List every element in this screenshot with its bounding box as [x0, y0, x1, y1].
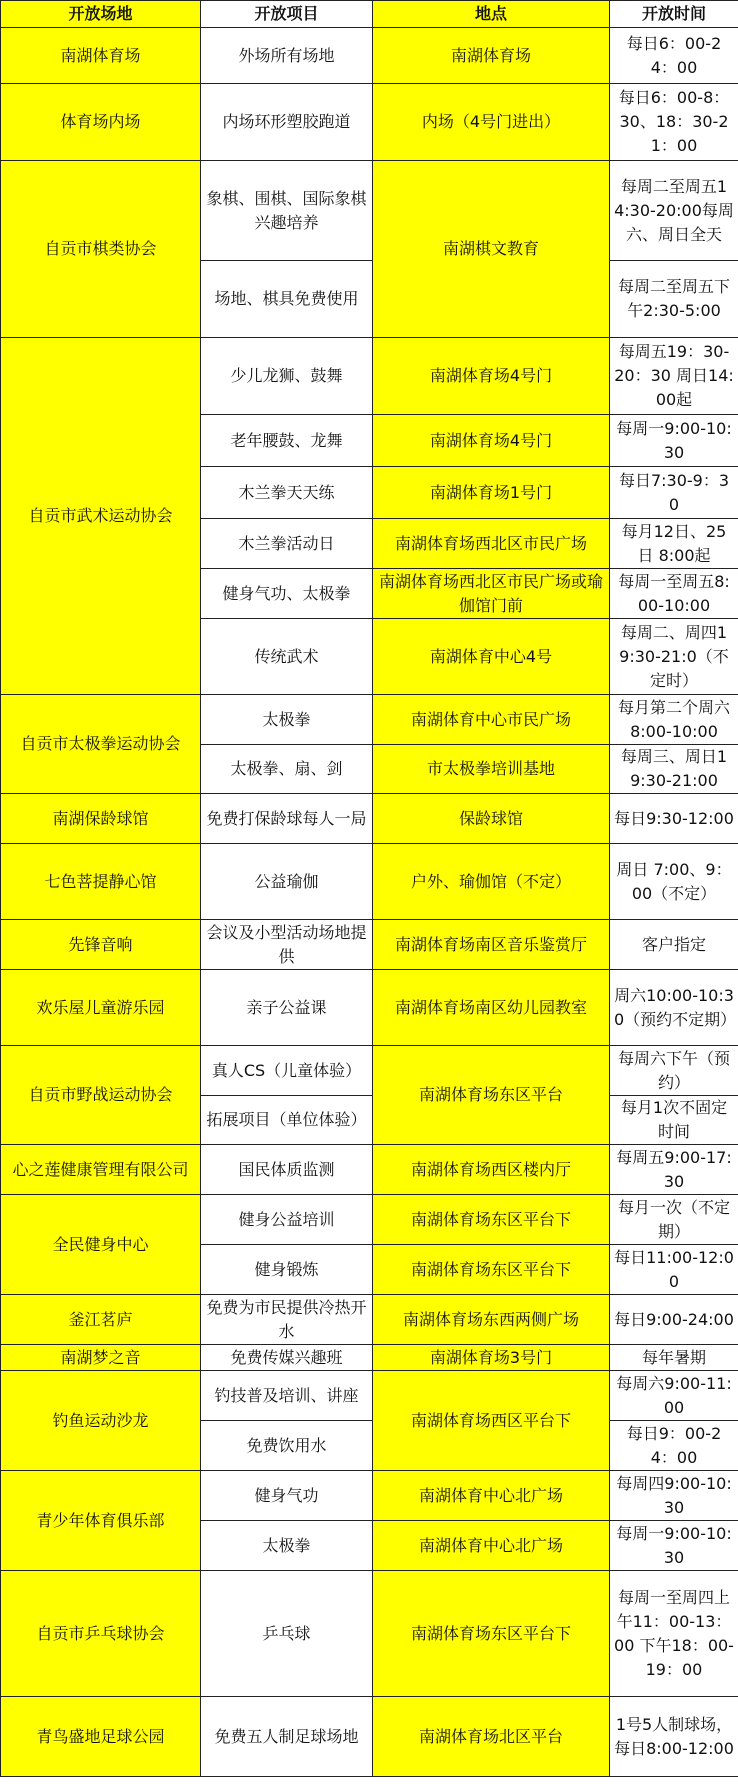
header-time: 开放时间 — [610, 1, 738, 28]
time-cell: 每周四9:00-10:30 — [610, 1471, 738, 1521]
venue-cell: 青鸟盛地足球公园 — [1, 1697, 201, 1777]
time-cell: 每周二、周四19:30-21:0（不定时） — [610, 619, 738, 695]
table-row — [1, 970, 738, 1046]
table-row — [1, 161, 738, 261]
project-cell: 国民体质监测 — [201, 1145, 373, 1195]
location-cell: 南湖体育场东区平台下 — [373, 1195, 610, 1245]
table-row — [1, 1145, 738, 1195]
table-row — [1, 1697, 738, 1777]
project-cell: 太极拳、扇、剑 — [201, 745, 373, 794]
table-row — [1, 695, 738, 745]
location-cell: 南湖体育场3号门 — [373, 1345, 610, 1371]
venue-cell: 青少年体育俱乐部 — [1, 1471, 201, 1571]
table-row — [1, 1571, 738, 1697]
project-cell: 健身锻炼 — [201, 1245, 373, 1295]
location-cell: 南湖体育场 — [373, 28, 610, 84]
project-cell: 外场所有场地 — [201, 28, 373, 84]
location-cell: 南湖体育场西区平台下 — [373, 1371, 610, 1471]
location-cell: 南湖体育场4号门 — [373, 415, 610, 467]
location-cell: 南湖体育场西北区市民广场或瑜伽馆门前 — [373, 569, 610, 619]
project-cell: 少儿龙狮、鼓舞 — [201, 338, 373, 415]
time-cell: 每月第二个周六 8:00-10:00 — [610, 695, 738, 745]
project-cell: 公益瑜伽 — [201, 844, 373, 920]
venue-cell: 自贡市野战运动协会 — [1, 1046, 201, 1145]
project-cell: 健身气功 — [201, 1471, 373, 1521]
time-cell: 每周五9:00-17:30 — [610, 1145, 738, 1195]
location-cell: 南湖体育中心北广场 — [373, 1521, 610, 1571]
location-cell: 南湖体育场东西两侧广场 — [373, 1295, 610, 1345]
location-cell: 南湖体育场4号门 — [373, 338, 610, 415]
venue-cell: 南湖梦之音 — [1, 1345, 201, 1371]
project-cell: 免费打保龄球每人一局 — [201, 794, 373, 844]
time-cell: 每日6：00-8：30、18：30-21：00 — [610, 84, 738, 161]
project-cell: 内场环形塑胶跑道 — [201, 84, 373, 161]
time-cell: 每日7:30-9：30 — [610, 467, 738, 519]
project-cell: 会议及小型活动场地提供 — [201, 920, 373, 970]
project-cell: 健身气功、太极拳 — [201, 569, 373, 619]
schedule-body — [1, 28, 738, 1777]
time-cell: 每周三、周日19:30-21:00 — [610, 745, 738, 794]
time-cell: 每月1次不固定时间 — [610, 1096, 738, 1145]
venue-cell: 心之莲健康管理有限公司 — [1, 1145, 201, 1195]
venue-cell: 自贡市武术运动协会 — [1, 338, 201, 695]
project-cell: 太极拳 — [201, 695, 373, 745]
time-cell: 每周一9:00-10:30 — [610, 1521, 738, 1571]
location-cell: 户外、瑜伽馆（不定） — [373, 844, 610, 920]
project-cell: 健身公益培训 — [201, 1195, 373, 1245]
time-cell: 每日9:30-12:00 — [610, 794, 738, 844]
time-cell: 每周一9:00-10:30 — [610, 415, 738, 467]
location-cell: 南湖体育场西区楼内厅 — [373, 1145, 610, 1195]
project-cell: 木兰拳天天练 — [201, 467, 373, 519]
table-row — [1, 1295, 738, 1345]
project-cell: 免费传媒兴趣班 — [201, 1345, 373, 1371]
project-cell: 真人CS（儿童体验） — [201, 1046, 373, 1096]
header-location: 地点 — [373, 1, 610, 28]
location-cell: 南湖体育场1号门 — [373, 467, 610, 519]
project-cell: 免费为市民提供冷热开水 — [201, 1295, 373, 1345]
project-cell: 乒乓球 — [201, 1571, 373, 1697]
location-cell: 南湖体育场北区平台 — [373, 1697, 610, 1777]
venue-cell: 七色菩提静心馆 — [1, 844, 201, 920]
location-cell: 内场（4号门进出） — [373, 84, 610, 161]
venue-cell: 钓鱼运动沙龙 — [1, 1371, 201, 1471]
project-cell: 亲子公益课 — [201, 970, 373, 1046]
project-cell: 场地、棋具免费使用 — [201, 261, 373, 338]
time-cell: 每日6：00-24：00 — [610, 28, 738, 84]
time-cell: 每日11:00-12:00 — [610, 1245, 738, 1295]
time-cell: 每日9：00-24：00 — [610, 1421, 738, 1471]
location-cell: 南湖体育场东区平台下 — [373, 1245, 610, 1295]
venue-cell: 自贡市太极拳运动协会 — [1, 695, 201, 794]
project-cell: 传统武术 — [201, 619, 373, 695]
project-cell: 钓技普及培训、讲座 — [201, 1371, 373, 1421]
header-row — [1, 1, 738, 28]
time-cell: 客户指定 — [610, 920, 738, 970]
location-cell: 南湖体育场西北区市民广场 — [373, 519, 610, 569]
location-cell: 南湖体育场南区音乐鉴赏厅 — [373, 920, 610, 970]
time-cell: 每周二至周五下午2:30-5:00 — [610, 261, 738, 338]
time-cell: 每年暑期 — [610, 1345, 738, 1371]
table-row — [1, 28, 738, 84]
project-cell: 太极拳 — [201, 1521, 373, 1571]
table-row — [1, 794, 738, 844]
time-cell: 每周六9:00-11:00 — [610, 1371, 738, 1421]
location-cell: 南湖棋文教育 — [373, 161, 610, 338]
header-venue: 开放场地 — [1, 1, 201, 28]
time-cell: 每周一至周五8:00-10:00 — [610, 569, 738, 619]
location-cell: 保龄球馆 — [373, 794, 610, 844]
location-cell: 南湖体育场东区平台 — [373, 1046, 610, 1145]
venue-cell: 自贡市乒乓球协会 — [1, 1571, 201, 1697]
time-cell: 周日 7:00、9：00（不定） — [610, 844, 738, 920]
time-cell: 每日9:00-24:00 — [610, 1295, 738, 1345]
time-cell: 每月一次（不定期） — [610, 1195, 738, 1245]
location-cell: 南湖体育场南区幼儿园教室 — [373, 970, 610, 1046]
table-row — [1, 920, 738, 970]
location-cell: 南湖体育中心北广场 — [373, 1471, 610, 1521]
venue-cell: 釜江茗庐 — [1, 1295, 201, 1345]
time-cell: 1号5人制球场，每日8:00-12:00 — [610, 1697, 738, 1777]
table-row — [1, 1345, 738, 1371]
project-cell: 老年腰鼓、龙舞 — [201, 415, 373, 467]
table-row — [1, 338, 738, 415]
table-row — [1, 1046, 738, 1096]
table-row — [1, 1471, 738, 1521]
time-cell: 每周二至周五14:30-20:00每周六、周日全天 — [610, 161, 738, 261]
time-cell: 每月12日、25日 8:00起 — [610, 519, 738, 569]
time-cell: 每周六下午（预约） — [610, 1046, 738, 1096]
time-cell: 每周一至周四上午11：00-13：00 下午18：00-19：00 — [610, 1571, 738, 1697]
venue-cell: 欢乐屋儿童游乐园 — [1, 970, 201, 1046]
table-row — [1, 1195, 738, 1245]
project-cell: 拓展项目（单位体验） — [201, 1096, 373, 1145]
header-project: 开放项目 — [201, 1, 373, 28]
venue-cell: 先锋音响 — [1, 920, 201, 970]
location-cell: 市太极拳培训基地 — [373, 745, 610, 794]
time-cell: 每周五19：30-20：30 周日14:00起 — [610, 338, 738, 415]
table-row — [1, 844, 738, 920]
venue-cell: 南湖保龄球馆 — [1, 794, 201, 844]
project-cell: 免费五人制足球场地 — [201, 1697, 373, 1777]
location-cell: 南湖体育场东区平台下 — [373, 1571, 610, 1697]
project-cell: 象棋、围棋、国际象棋兴趣培养 — [201, 161, 373, 261]
venue-cell: 全民健身中心 — [1, 1195, 201, 1295]
project-cell: 免费饮用水 — [201, 1421, 373, 1471]
location-cell: 南湖体育中心4号 — [373, 619, 610, 695]
venue-cell: 自贡市棋类协会 — [1, 161, 201, 338]
table-row — [1, 1371, 738, 1421]
time-cell: 周六10:00-10:30（预约不定期） — [610, 970, 738, 1046]
table-row — [1, 84, 738, 161]
project-cell: 木兰拳活动日 — [201, 519, 373, 569]
venue-cell: 南湖体育场 — [1, 28, 201, 84]
location-cell: 南湖体育中心市民广场 — [373, 695, 610, 745]
venue-cell: 体育场内场 — [1, 84, 201, 161]
